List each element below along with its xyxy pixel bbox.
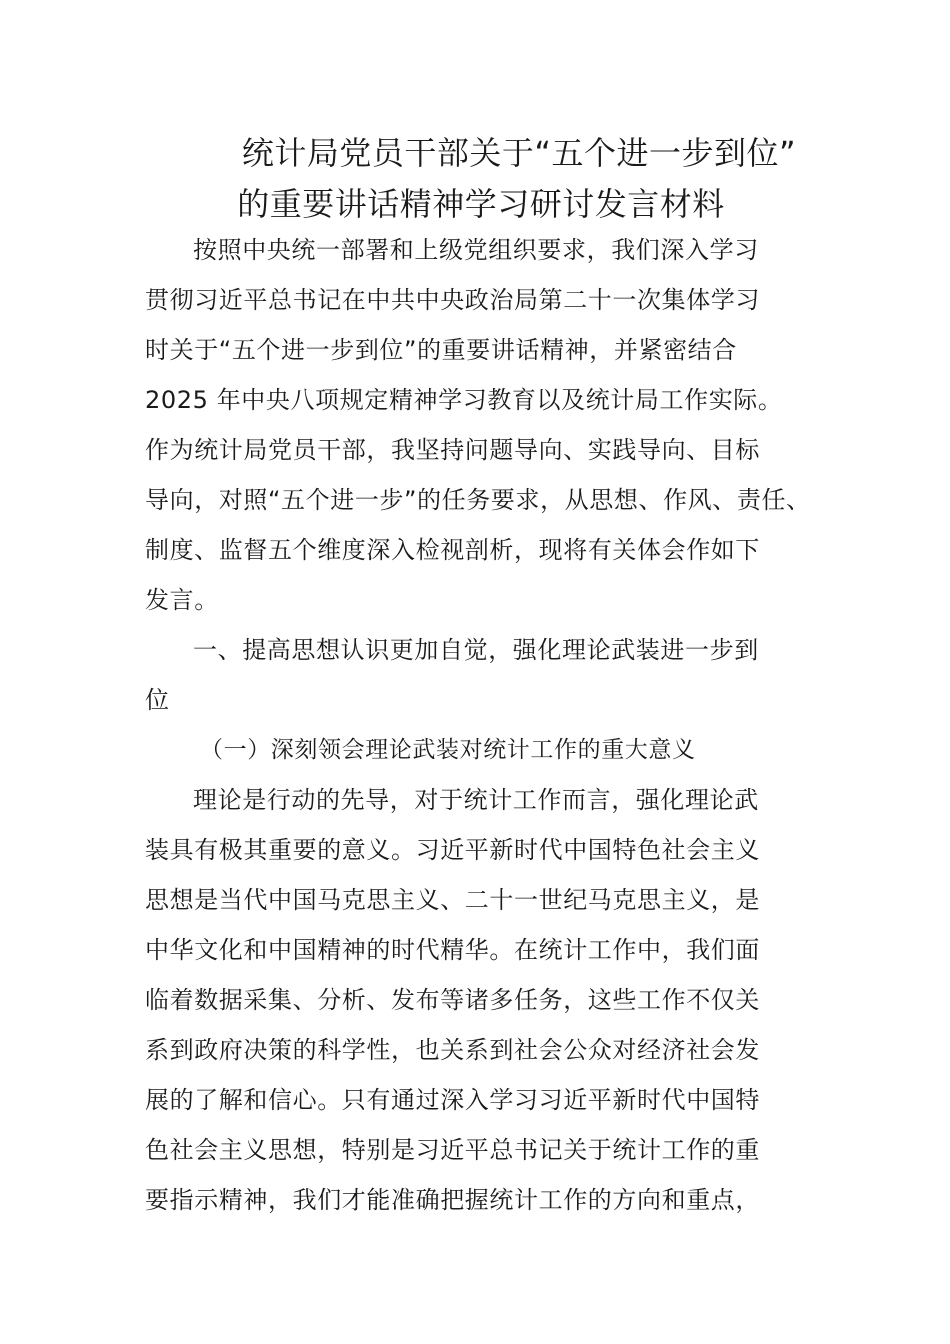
intro-line-2: 贯彻习近平总书记在中共中央政治局第二十一次集体学习 [145, 286, 760, 314]
intro-line-3: 时关于“五个进一步到位”的重要讲话精神，并紧密结合 [145, 336, 737, 364]
intro-line-4: 2025 年中央八项规定精神学习教育以及统计局工作实际。 [145, 386, 783, 414]
body-line-1: 理论是行动的先导，对于统计工作而言，强化理论武 [193, 786, 759, 814]
document-title-line-1: 统计局党员干部关于“五个进一步到位” [241, 134, 797, 172]
section-heading-line-2: 位 [145, 686, 170, 714]
body-line-9: 要指示精神，我们才能准确把握统计工作的方向和重点， [145, 1186, 760, 1214]
body-line-5: 临着数据采集、分析、发布等诸多任务，这些工作不仅关 [145, 986, 760, 1014]
body-line-3: 思想是当代中国马克思主义、二十一世纪马克思主义，是 [145, 886, 760, 914]
body-line-8: 色社会主义思想，特别是习近平总书记关于统计工作的重 [145, 1136, 760, 1164]
body-line-4: 中华文化和中国精神的时代精华。在统计工作中，我们面 [145, 936, 760, 964]
intro-line-6: 导向，对照“五个进一步”的任务要求，从思想、作风、责任、 [145, 486, 811, 514]
intro-line-7: 制度、监督五个维度深入检视剖析，现将有关体会作如下 [145, 536, 760, 564]
body-line-2: 装具有极其重要的意义。习近平新时代中国特色社会主义 [145, 836, 760, 864]
document-title-line-2: 的重要讲话精神学习研讨发言材料 [237, 185, 725, 223]
intro-line-1: 按照中央统一部署和上级党组织要求，我们深入学习 [193, 236, 759, 264]
body-line-7: 展的了解和信心。只有通过深入学习习近平新时代中国特 [145, 1086, 760, 1114]
intro-line-5: 作为统计局党员干部，我坚持问题导向、实践导向、目标 [145, 436, 760, 464]
body-line-6: 系到政府决策的科学性，也关系到社会公众对经济社会发 [145, 1036, 760, 1064]
section-heading-line-1: 一、提高思想认识更加自觉，强化理论武装进一步到 [193, 636, 759, 664]
subsection-heading: （一）深刻领会理论武装对统计工作的重大意义 [200, 737, 696, 763]
intro-line-8: 发言。 [145, 586, 219, 614]
